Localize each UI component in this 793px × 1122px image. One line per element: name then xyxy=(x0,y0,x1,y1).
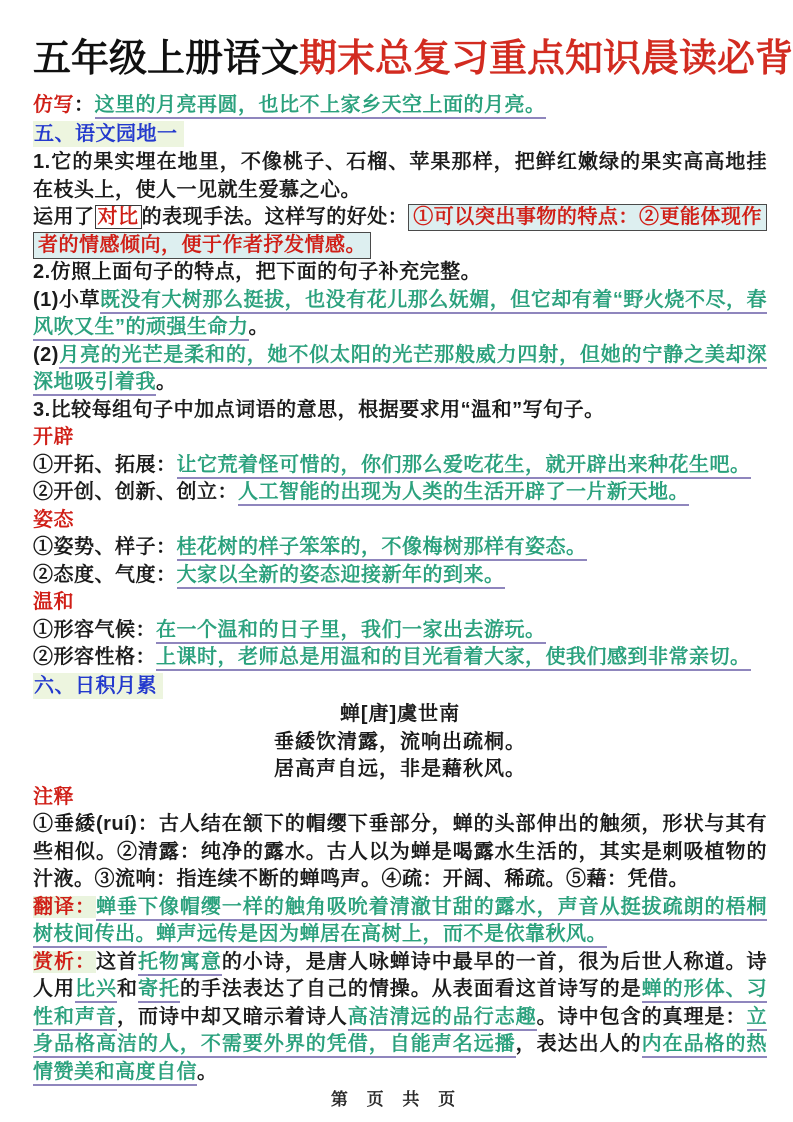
answer-text: 寄托 xyxy=(138,978,180,1003)
answer-text: 蝉的形体、习性和声音 xyxy=(33,978,767,1031)
boxed-answer: ①可以突出事物的特点：②更能体现作者的情感倾向，便于作者抒发情感。 xyxy=(33,204,767,259)
page-footer: 第 页 共 页 xyxy=(330,1090,463,1109)
term-kaipi xyxy=(33,424,767,452)
zitai-1 xyxy=(33,534,767,562)
body-text: ： xyxy=(74,94,95,116)
term-zhushi xyxy=(33,784,767,812)
body-text: (2) xyxy=(33,343,59,366)
body-text: 3.比较每组句子中加点词语的意思，根据要求用“温和”写句子。 xyxy=(33,398,605,421)
answer-text: 既没有大树那么挺拔，也没有花儿那么妩媚，但它却有着“野火烧不尽，春风吹又生”的顽强生命力 xyxy=(33,289,767,342)
kaipi-2 xyxy=(33,479,767,507)
answer-text: 人工智能的出现为人类的生活开辟了一片新天地。 xyxy=(238,481,689,506)
answer-text: 让它荒着怪可惜的，你们那么爱吃花生，就开辟出来种花生吧。 xyxy=(177,454,751,479)
answer-text: 在一个温和的日子里，我们一家出去游玩。 xyxy=(156,619,546,644)
answer-text: 上课时，老师总是用温和的目光看着大家，使我们感到非常亲切。 xyxy=(156,646,751,671)
body-text: 运用了 xyxy=(33,206,95,228)
highlighted-label: 赏析： xyxy=(33,950,96,973)
answer-text: 桂花树的样子笨笨的，不像梅树那样有姿态。 xyxy=(177,536,587,561)
wenhe-1 xyxy=(33,617,767,645)
item-2 xyxy=(33,259,767,287)
poem-title xyxy=(33,701,767,729)
answer-text: 蝉垂下像帽缨一样的触角吸吮着清澈甘甜的露水，声音从挺拔疏朗的梧桐树枝间传出。蝉声远传是因为蝉居在高树上，而不是依靠秋风。 xyxy=(33,896,767,949)
section-heading: 六、日积月累 xyxy=(33,673,163,699)
body-text: 的小诗，是唐人咏蝉诗中最早的一首，很为后世人称道。诗人用 xyxy=(33,950,768,1000)
fangxie-line xyxy=(33,92,767,120)
shangxi-body xyxy=(33,949,767,1087)
body-text: 。 xyxy=(248,316,269,338)
answer-text: 这里的月亮再圆，也比不上家乡天空上面的月亮。 xyxy=(95,94,546,119)
poem-line-1 xyxy=(33,729,767,757)
item-2-2 xyxy=(33,342,767,397)
kaipi-1 xyxy=(33,452,767,480)
body-text: ②开创、创新、创立： xyxy=(33,481,238,503)
body-text: 的手法表达了自己的情操。从表面看这首诗写的是 xyxy=(179,978,642,1000)
body-text: 1.它的果实埋在地里，不像桃子、石榴、苹果那样，把鲜红嫩绿的果实高高地挂在枝头上，使人一见就生爱慕之心。 xyxy=(33,151,767,201)
term-label: 姿态 xyxy=(33,508,74,531)
answer-text: 大家以全新的姿态迎接新年的到来。 xyxy=(177,564,505,589)
wenhe-2 xyxy=(33,644,767,672)
body-text: 居高声自远，非是藉秋风。 xyxy=(274,758,526,780)
item-2-1 xyxy=(33,287,767,342)
body-text: ①形容气候： xyxy=(33,618,156,641)
answer-text: 内在品格的热情赞美和高度自信 xyxy=(33,1033,767,1086)
zhushi-body xyxy=(33,811,767,894)
body-text: 。诗中包含的真理是： xyxy=(536,1005,747,1028)
body-text: ①姿势、样子： xyxy=(33,536,177,558)
body-text: 。 xyxy=(156,371,177,393)
body-text: 垂緌饮清露，流响出疏桐。 xyxy=(274,730,526,753)
body-text: ②态度、气度： xyxy=(33,563,177,586)
body-text: 蝉[唐]虞世南 xyxy=(339,703,461,725)
text-blocks xyxy=(33,92,767,1086)
term-label: 仿写 xyxy=(33,94,74,116)
term-zitai xyxy=(33,507,767,535)
term-label: 温和 xyxy=(33,591,74,613)
term-label: 开辟 xyxy=(33,426,74,448)
item-3 xyxy=(33,397,767,425)
page-title xyxy=(33,36,793,82)
fanyi-body xyxy=(33,894,767,949)
body-text: 的表现手法。这样写的好处： xyxy=(141,206,409,228)
answer-text: 立身品格高洁的人，不需要外界的凭借，自能声名远播 xyxy=(33,1006,767,1059)
item-1 xyxy=(33,149,767,204)
section-heading: 五、语文园地一 xyxy=(33,121,184,147)
answer-text: 高洁清远的品行志趣 xyxy=(348,1006,537,1031)
term-label: 注释 xyxy=(33,785,74,808)
poem-line-2 xyxy=(33,756,767,784)
body-text: ①垂緌(ruí)：古人结在颔下的帽缨下垂部分，蝉的头部伸出的触须，形状与其有些相似。②清露：纯净的露水。古人以为蝉是喝露水生活的，其实是刺吸植物的汁液。③流响：指连续不断的蝉鸣声。④疏：开阔、稀疏。⑤藉：凭借。 xyxy=(33,813,767,890)
item-1-analysis xyxy=(33,204,767,259)
answer-text: 比兴 xyxy=(75,978,117,1003)
body-text: 2.仿照上面句子的特点，把下面的句子补充完整。 xyxy=(33,261,482,283)
page-title-black: 五年级上册语文 xyxy=(33,38,300,80)
highlighted-label: 翻译： xyxy=(33,895,96,918)
body-text: ，而诗中却又暗示着诗人 xyxy=(116,1005,348,1028)
answer-text: 月亮的光芒是柔和的，她不似太阳的光芒那般威力四射，但她的宁静之美却深深地吸引着我 xyxy=(33,344,767,397)
boxed-term: 对比 xyxy=(95,205,142,229)
body-text: ②形容性格： xyxy=(33,646,156,668)
zitai-2 xyxy=(33,562,767,590)
body-text: 这首 xyxy=(95,950,138,973)
body-text: ①开拓、拓展： xyxy=(33,453,177,476)
body-text: ，表达出人的 xyxy=(515,1033,642,1055)
body-text: (1)小草 xyxy=(33,288,100,311)
term-wenhe xyxy=(33,589,767,617)
body-text: 。 xyxy=(197,1060,218,1083)
body-text: 和 xyxy=(116,978,138,1000)
section-heading-yuwenyuandi xyxy=(33,121,767,149)
page-title-red: 期末总复习重点知识晨读必背 xyxy=(299,38,793,80)
answer-text: 托物寓意 xyxy=(138,951,222,976)
section-heading-rijiyuelei xyxy=(33,673,767,701)
